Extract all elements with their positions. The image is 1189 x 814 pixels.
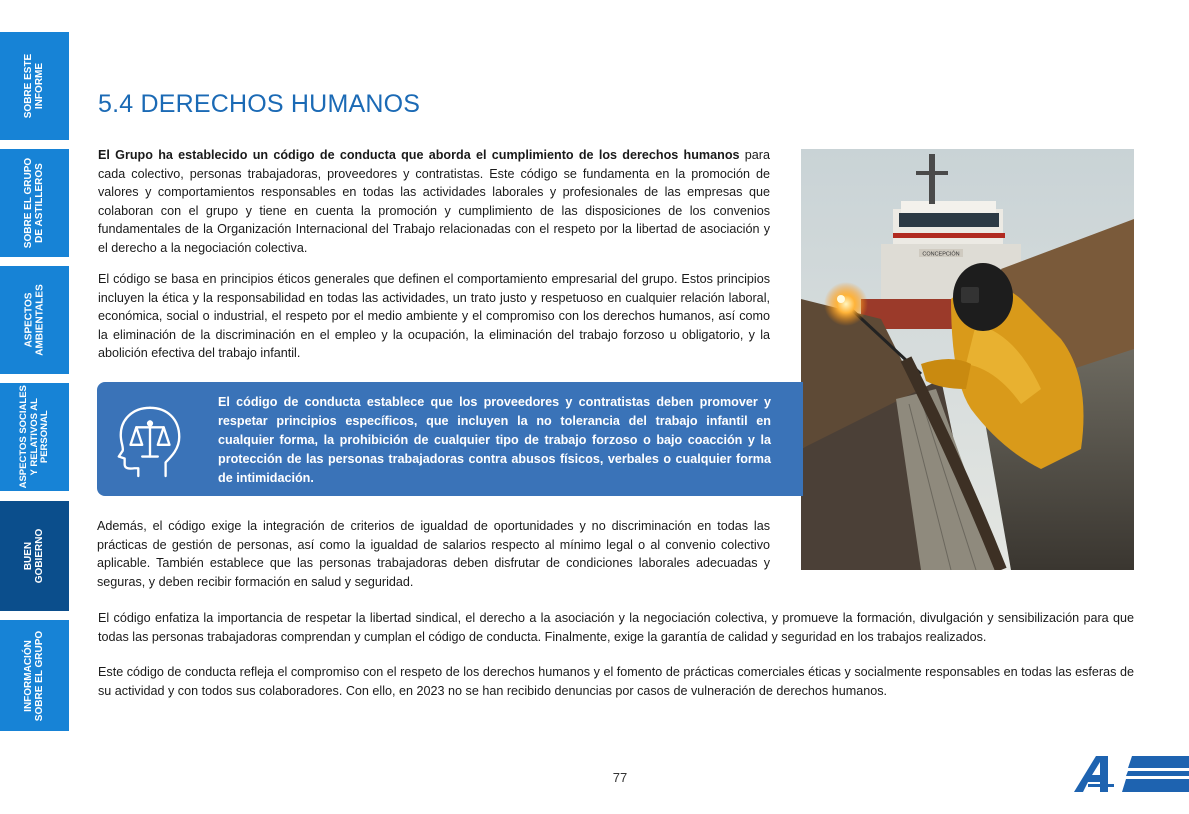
code-of-conduct-callout: [97, 382, 803, 496]
paragraph-intro: [98, 146, 770, 257]
callout-text: El código de conducta establece que los proveedores y contratistas deben promover y respetar principios específicos, que incluyen la no tolerancia del trabajo infantil en cualquier forma, la prohibición de cualquier tipo de trabajo forzoso o bajo coacción y la protección de las personas trabajadoras contra abusos físicos, verbales o cualquier forma de intimidación.: [218, 395, 771, 485]
sidebar-tab-label: ASPECTOS AMBIENTALES: [23, 284, 46, 356]
page-number: 77: [612, 770, 628, 785]
sidebar-tab-label: SOBRE EL GRUPO DE ASTILLEROS: [23, 157, 46, 249]
sidebar-tab-label: SOBRE ESTE INFORME: [23, 53, 46, 119]
sidebar-tab-sobre-el-grupo[interactable]: [0, 149, 69, 257]
paragraph-equality: Además, el código exige la integración de criterios de igualdad de oportunidades y no discriminación en todas las prácticas de gestión de personas, así como la igualdad de salarios respecto al mínimo legal o al convenio colectivo aplicable. También establece que las personas trabajadoras deben disfrutar de condiciones laborales adecuadas y seguras, y deben recibir formación en salud y seguridad.: [97, 519, 770, 589]
astilleros-logo-icon: [1074, 754, 1189, 794]
justice-head-scales-icon: [111, 400, 189, 478]
ship-name-text: CONCEPCIÓN: [922, 251, 960, 258]
sidebar-tab-informacion-grupo[interactable]: [0, 620, 69, 731]
sidebar-tab-label: BUEN GOBIERNO: [23, 528, 46, 584]
sidebar-tab-sobre-este-informe[interactable]: [0, 32, 69, 140]
page-title: 5.4 DERECHOS HUMANOS: [98, 90, 421, 118]
welder-shipyard-photo: [801, 149, 1134, 570]
sidebar-tab-buen-gobierno[interactable]: [0, 501, 69, 611]
sidebar-tab-label: INFORMACIÓN SOBRE EL GRUPO: [23, 630, 46, 721]
sidebar-tab-aspectos-ambientales[interactable]: [0, 266, 69, 374]
paragraph-freedom: El código enfatiza la importancia de respetar la libertad sindical, el derecho a la asociación y la negociación colectiva, y promueve la formación, divulgación y sensibilización para que todas las personas trabajadoras comprendan y cumplan el código de conducta. Finalmente, exige la garantía de calidad y seguridad en los trabajos realizados.: [98, 611, 1134, 644]
paragraph-intro-bold: El Grupo ha establecido un código de conducta que aborda el cumplimiento de los derechos humanos: [98, 148, 740, 162]
sidebar-tab-label: ASPECTOS SOCIALES Y RELATIVOS AL PERSONAL: [17, 385, 50, 489]
sidebar-tab-aspectos-sociales[interactable]: [0, 383, 69, 491]
paragraph-intro-rest: para cada colectivo, personas trabajadoras, proveedores y contratistas. Este código se fundamenta en la promoción de valores y comportamientos responsables en todas las actividades laborales y profesionales de las empresas que colaboran con el grupo y tiene en cuenta la promoción y cumplimiento de las disposiciones de los convenios fundamentales de la Organización Internacional del Trabajo relacionadas con el respeto por la libertad de asociación y el derecho a la negociación colectiva.: [98, 148, 770, 255]
paragraph-principles: El código se basa en principios éticos generales que definen el comportamiento empresarial del grupo. Estos principios incluyen la ética y la responsabilidad en todas las actividades, un trato justo y respetuoso en cualquier relación laboral, económica, social o industrial, el respeto por el medio ambiente y el compromiso con los derechos humanos, así como la eliminación de la discriminación en el empleo y la ocupación, la eliminación del trabajo forzoso u obligatorio, y la abolición efectiva del trabajo infantil.: [98, 272, 770, 360]
paragraph-commitment: Este código de conducta refleja el compromiso con el respeto de los derechos humanos y el fomento de prácticas comerciales éticas y socialmente responsables en todas las esferas de su actividad y con todos sus colaboradores. Con ello, en 2023 no se han recibido denuncias por casos de vulneración de derechos humanos.: [98, 665, 1134, 698]
